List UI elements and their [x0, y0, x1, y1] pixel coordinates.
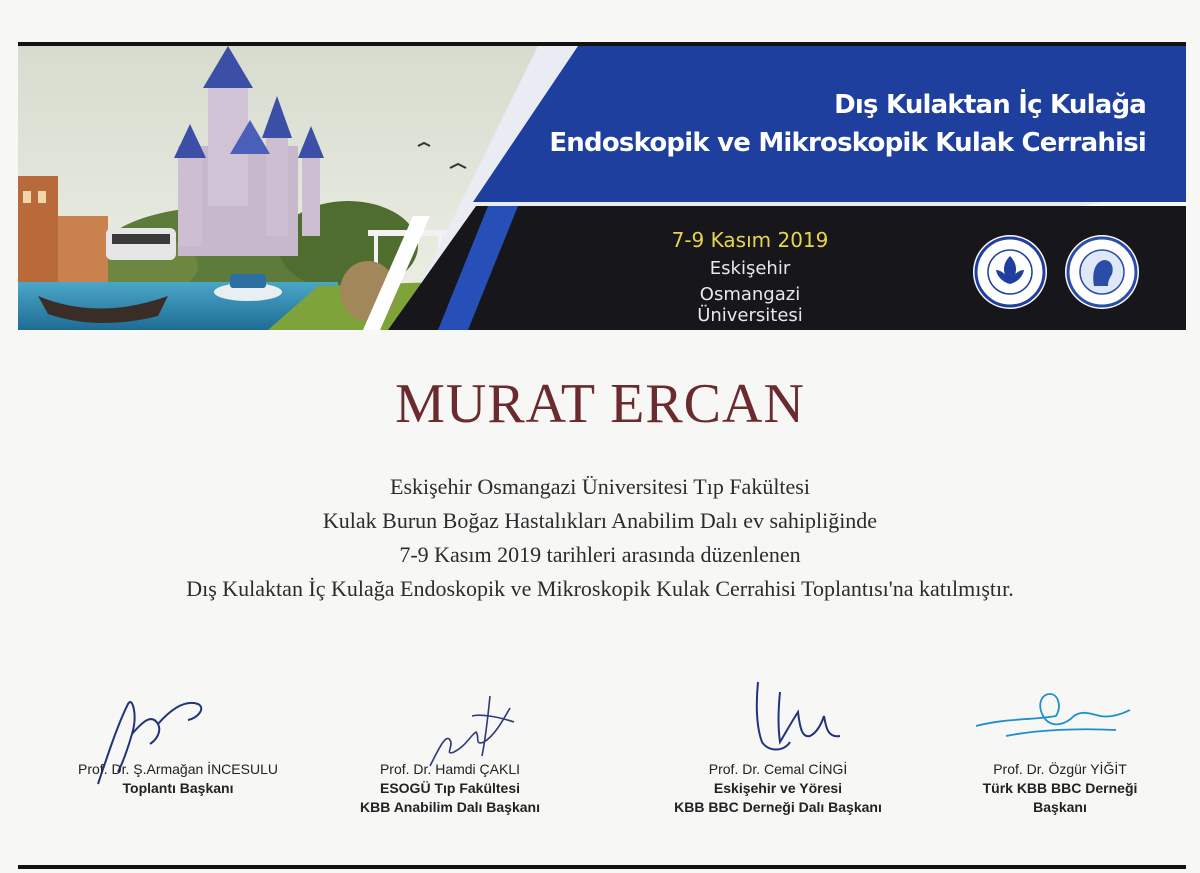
signatory-1-role: Toplantı Başkanı — [122, 780, 234, 796]
signatory-4-role: Türk KBB BBC Derneği — [982, 780, 1138, 796]
signatory-3 — [648, 760, 908, 817]
signatory-2-role: ESOGÜ Tıp Fakültesi — [379, 780, 521, 796]
signatory-2-name: Prof. Dr. Hamdi ÇAKLI — [379, 761, 521, 777]
body-line-4: Dış Kulaktan İç Kulağa Endoskopik ve Mikroskopik Kulak Cerrahisi Toplantısı'na katılmıştır. — [186, 576, 1014, 601]
kbb-society-logo — [1064, 234, 1140, 310]
signatory-1 — [58, 760, 298, 798]
signatory-4-name: Prof. Dr. Özgür YİĞİT — [993, 761, 1127, 777]
bottom-border-rule — [18, 865, 1186, 869]
signatory-4 — [940, 760, 1180, 817]
signatory-2-role2: KBB Anabilim Dalı Başkanı — [360, 799, 540, 815]
university-seal-logo — [972, 234, 1048, 310]
body-line-1: Eskişehir Osmangazi Üniversitesi Tıp Fakültesi — [390, 474, 810, 499]
event-title — [506, 86, 1146, 162]
certificate-banner — [18, 46, 1186, 330]
signatory-1-name: Prof. Dr. Ş.Armağan İNCESULU — [78, 761, 278, 777]
signatory-3-role: Eskişehir ve Yöresi — [713, 780, 843, 796]
body-line-3: 7-9 Kasım 2019 tarihleri arasında düzenlenen — [399, 542, 801, 567]
event-university: Osmangazi Üniversitesi — [697, 284, 803, 326]
signatory-3-role2: KBB BBC Derneği Dalı Başkanı — [674, 799, 882, 815]
signatory-4-role2: Başkanı — [1033, 799, 1087, 815]
signatory-3-name: Prof. Dr. Cemal CİNGİ — [708, 761, 848, 777]
participant-name: MURAT ERCAN — [395, 373, 805, 435]
body-line-2: Kulak Burun Boğaz Hastalıkları Anabilim Dalı ev sahipliğinde — [322, 508, 878, 533]
signature-cingi — [728, 672, 868, 772]
event-date: 7-9 Kasım 2019 — [671, 228, 829, 252]
signatory-2 — [330, 760, 570, 817]
event-title-line1: Dış Kulaktan İç Kulağa — [834, 90, 1146, 120]
certificate-body — [0, 470, 1200, 606]
event-city: Eskişehir — [709, 258, 791, 279]
event-title-line2: Endoskopik ve Mikroskopik Kulak Cerrahisi — [549, 128, 1146, 158]
kbb-society-text — [1064, 234, 1140, 310]
signature-yigit — [966, 680, 1136, 750]
university-seal-text — [972, 234, 1048, 310]
